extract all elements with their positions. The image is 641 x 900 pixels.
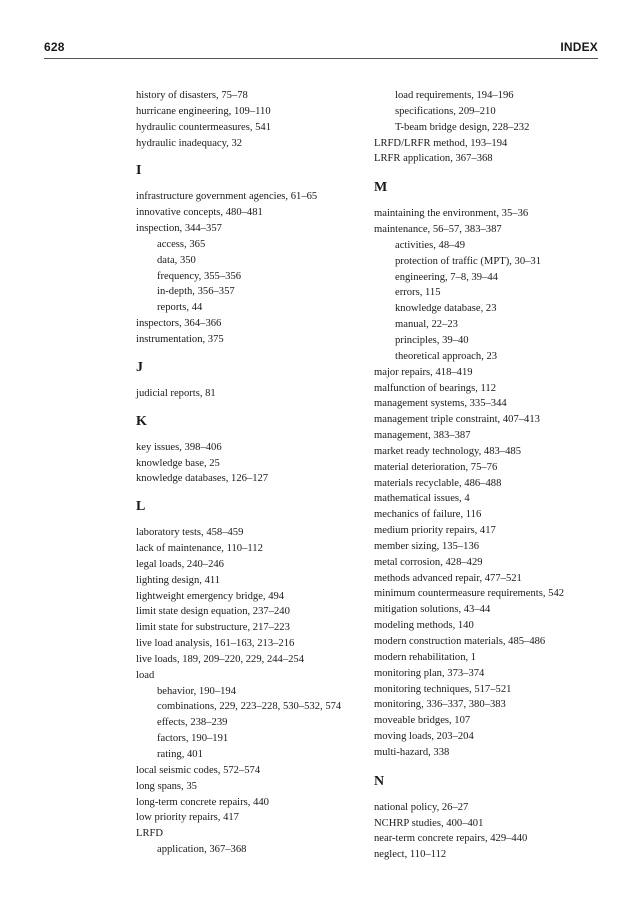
section-title: INDEX [560,40,598,54]
index-entry: minimum countermeasure requirements, 542 [374,588,565,600]
index-subentry: specifications, 209–210 [395,105,496,117]
section-letter-i: I [136,163,142,179]
index-entry: mitigation solutions, 43–44 [374,604,491,616]
index-entry: moveable bridges, 107 [374,715,471,727]
index-subentry: reports, 44 [157,302,203,314]
index-entry: local seismic codes, 572–574 [136,764,261,776]
index-entry: methods advanced repair, 477–521 [374,572,522,584]
index-entry: inspectors, 364–366 [136,318,222,330]
index-subentry: theoretical approach, 23 [395,350,498,362]
index-entry: management, 383–387 [374,430,471,442]
index-entry: near-term concrete repairs, 429–440 [374,833,528,845]
index-subentry: principles, 39–40 [395,334,469,346]
index-entry: knowledge databases, 126–127 [136,473,269,485]
index-column-right [374,88,624,863]
header-rule [44,58,598,59]
index-subentry: effects, 238–239 [157,717,228,729]
index-column-left [136,88,382,858]
index-subentry: T-beam bridge design, 228–232 [395,121,530,133]
index-entry: monitoring plan, 373–374 [374,667,485,679]
index-subentry: application, 367–368 [157,844,247,856]
index-entry: long-term concrete repairs, 440 [136,796,269,808]
index-entry: infrastructure government agencies, 61–65 [136,191,318,203]
index-entry: lack of maintenance, 110–112 [136,543,263,555]
index-entry: hydraulic inadequacy, 32 [136,137,243,149]
index-entry: multi-hazard, 338 [374,746,450,758]
index-entry: live loads, 189, 209–220, 229, 244–254 [136,653,305,665]
index-subentry: rating, 401 [157,749,203,760]
index-entry: materials recyclable, 486–488 [374,477,502,489]
index-entry: low priority repairs, 417 [136,812,239,824]
index-entry: load [136,669,155,681]
index-entry: member sizing, 135–136 [374,540,480,552]
index-subentry: errors, 115 [395,287,441,299]
index-entry: judicial reports, 81 [136,387,216,399]
running-header [44,40,598,57]
index-entry: modern construction materials, 485–486 [374,636,546,647]
index-entry: major repairs, 418–419 [374,366,473,378]
index-entry: maintenance, 56–57, 383–387 [374,224,502,236]
index-entry: moving loads, 203–204 [374,731,474,743]
index-entry: instrumentation, 375 [136,333,224,345]
index-entry: limit state design equation, 237–240 [136,606,290,618]
index-subentry: behavior, 190–194 [157,685,237,697]
index-entry: lighting design, 411 [136,574,221,586]
index-subentry: load requirements, 194–196 [395,90,514,101]
index-entry: legal loads, 240–246 [136,558,224,570]
index-subentry: frequency, 355–356 [157,270,242,282]
section-letter-m: M [374,180,388,196]
section-letter-l: L [136,499,146,515]
index-entry: medium priority repairs, 417 [374,525,496,537]
index-entry: modeling methods, 140 [374,620,474,632]
index-entry: material deterioration, 75–76 [374,461,498,473]
index-entry: laboratory tests, 458–459 [136,527,244,539]
index-subentry: combinations, 229, 223–228, 530–532, 574 [157,701,342,713]
index-entry: LRFR application, 367–368 [374,153,493,165]
index-entry: management triple constraint, 407–413 [374,414,540,426]
index-entry: limit state for substructure, 217–223 [136,622,290,634]
index-entry: hurricane engineering, 109–110 [136,105,271,117]
index-subentry: manual, 22–23 [395,319,458,331]
index-entry: monitoring, 336–337, 380–383 [374,699,506,711]
index-subentry: factors, 190–191 [157,733,229,745]
index-entry: innovative concepts, 480–481 [136,207,263,219]
index-entry: mathematical issues, 4 [374,493,470,505]
index-entry: knowledge base, 25 [136,457,220,469]
index-entry: history of disasters, 75–78 [136,90,248,101]
section-letter-n: N [374,773,385,789]
index-subentry: engineering, 7–8, 39–44 [395,271,498,283]
index-entry: key issues, 398–406 [136,441,222,453]
index-entry: metal corrosion, 428–429 [374,556,483,568]
index-subentry: data, 350 [157,254,196,266]
index-entry: NCHRP studies, 400–401 [374,817,484,829]
index-entry: modern rehabilitation, 1 [374,651,477,663]
section-letter-j: J [136,359,143,375]
index-entry: management systems, 335–344 [374,398,507,410]
index-entry: neglect, 110–112 [374,849,447,861]
index-subentry: protection of traffic (MPT), 30–31 [395,255,542,267]
index-entry: maintaining the environment, 35–36 [374,208,529,220]
index-entry: mechanics of failure, 116 [374,509,482,521]
index-entry: national policy, 26–27 [374,801,469,813]
index-entry: long spans, 35 [136,780,197,792]
index-entry: LRFD/LRFR method, 193–194 [374,137,508,149]
index-subentry: access, 365 [157,238,206,250]
index-entry: inspection, 344–357 [136,223,222,235]
index-entry: live load analysis, 161–163, 213–216 [136,638,295,650]
index-subentry: in-depth, 356–357 [157,286,235,298]
index-entry: malfunction of bearings, 112 [374,382,496,394]
index-entry: monitoring techniques, 517–521 [374,683,512,695]
index-entry: market ready technology, 483–485 [374,445,521,457]
index-entry: hydraulic countermeasures, 541 [136,121,272,133]
index-subentry: knowledge database, 23 [395,303,497,315]
index-entry: lightweight emergency bridge, 494 [136,590,285,602]
page-number: 628 [44,40,65,54]
index-entry: LRFD [136,828,164,840]
index-subentry: activities, 48–49 [395,239,466,251]
section-letter-k: K [136,413,147,429]
